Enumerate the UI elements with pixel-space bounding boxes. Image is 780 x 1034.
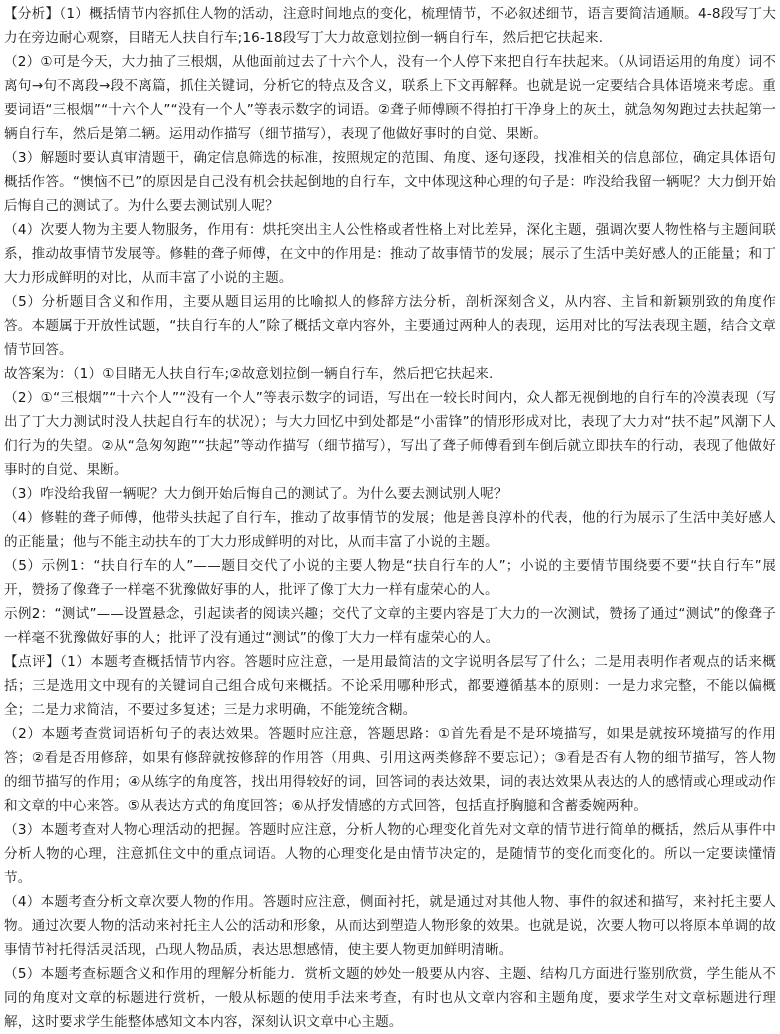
answer-section xyxy=(4,362,776,650)
comment-part-1: 【点评】（1）本题考查概括情节内容。答题时应注意，一是用最简洁的文字说明各层写了什么；二是用表明作者观点的话来概括；三是选用文中现有的关键词自己组合成句来概括。不论采用哪种形式，都要遵循基本的原则：一是力求完整，不能以偏概全；二是力求简洁，不要过多复述；三是力求明确，不能笼统含糊。 xyxy=(4,654,776,718)
comment-part-2: （2）本题考查赏词语析句子的表达效果。答题时应注意，答题思路：①首先看是不是环境描写，如果是就按环境描写的作用答；②看是否用修辞，如果有修辞就按修辞的作用答（用典、引用这两类修辞不要忘记）；③看是否有人物的细节描写，答人物的细节描写的作用；④从练字的角度答，找出用得较好的词，回答词的表达效果，词的表达效果从表达的人的感情或心理或动作和文章的中心来答。⑤从表达方式的角度回答；⑥从抒发情感的方式回答，包括直抒胸臆和含蓄委婉两种。 xyxy=(4,726,776,814)
comment-part-3: （3）本题考查对人物心理活动的把握。答题时应注意，分析人物的心理变化首先对文章的情节进行简单的概括，然后从事件中分析人物的心理，注意抓住文中的重点词语。人物的心理变化是由情节决定的，是随情节的变化而变化的。所以一定要读懂情节。 xyxy=(4,822,776,886)
analysis-part-5: （5）分析题目含义和作用，主要从题目运用的比喻拟人的修辞方法分析，剖析深刻含义，从内容、主旨和新颖别致的角度作答。本题属于开放性试题，“扶自行车的人”除了概括文章内容外，主要通过两种人的表现，运用对比的写法表现主题，结合文章情节回答。 xyxy=(4,294,776,358)
analysis-part-1: 【分析】（1）概括情节内容抓住人物的活动，注意时间地点的变化，梳理情节，不必叙述细节，语言要简洁通顺。4-8段写丁大力在旁边耐心观察，目睹无人扶自行车;16-18段写丁大力故意划拉倒一辆自行车，然后把它扶起来. xyxy=(4,6,776,46)
analysis-part-4: （4）次要人物为主要人物服务，作用有：烘托突出主人公性格或者性格上对比差异，深化主题，强调次要人物性格与主题间联系，推动故事情节发展等。修鞋的聋子师傅，在文中的作用是：推动了故事情节的发展；展示了生活中美好感人的正能量；和丁大力形成鲜明的对比，从而丰富了小说的主题。 xyxy=(4,222,776,286)
analysis-part-2: （2）①可是今天，大力抽了三根烟，从他面前过去了十六个人，没有一个人停下来把自行车扶起来。（从词语运用的角度）词不离句→句不离段→段不离篇，抓住关键词，分析它的特点及含义，联系上下文再解释。也就是说一定要结合具体语境来考虑。重要词语“三根烟”“十六个人”“没有一个人”等表示数字的词语。②聋子师傅顾不得拍打干净身上的灰土，就急匆匆跑过去扶起第一辆自行车，然后是第二辆。运用动作描写（细节描写），表现了他做好事时的自觉、果断。 xyxy=(4,54,776,142)
answer-part-3: （3）咋没给我留一辆呢？大力倒开始后悔自己的测试了。为什么要去测试别人呢？ xyxy=(4,486,508,502)
comment-section xyxy=(4,650,776,1034)
answer-part-4: （4）修鞋的聋子师傅，他带头扶起了自行车，推动了故事情节的发展；他是善良淳朴的代表，他的行为展示了生活中美好感人的正能量；他与不能主动扶车的丁大力形成鲜明的对比，从而丰富了小说的主题。 xyxy=(4,510,776,550)
answer-part-5-example-1: （5）示例1：“扶自行车的人”——题目交代了小说的主要人物是“扶自行车的人”；小说的主要情节围绕要不要“扶自行车”展开，赞扬了像聋子一样毫不犹豫做好事的人，批评了像丁大力一样有虚荣心的人。 xyxy=(4,558,776,598)
comment-part-5: （5）本题考查标题含义和作用的理解分析能力．赏析文题的妙处一般要从内容、主题、结构几方面进行鉴别欣赏，学生能从不同的角度对文章的标题进行赏析，一般从标题的使用手法来考查，有时也从文章内容和主题角度，要求学生对文章标题进行理解，这时要求学生能整体感知文本内容，深刻认识文章中心主题。 xyxy=(4,966,776,1030)
comment-part-4: （4）本题考查分析文章次要人物的作用。答题时应注意，侧面衬托，就是通过对其他人物、事件的叙述和描写，来衬托主要人物。通过次要人物的活动来衬托主人公的活动和形象，从而达到塑造人物形象的效果。也就是说，次要人物可以将原本单调的故事情节衬托得活灵活现，凸现人物品质，表达思想感情，使主要人物更加鲜明清晰。 xyxy=(4,894,776,958)
answer-part-1: 故答案为：（1）①目睹无人扶自行车;②故意划拉倒一辆自行车，然后把它扶起来. xyxy=(4,366,494,382)
answer-part-5-example-2: 示例2：“测试”——设置悬念，引起读者的阅读兴趣；交代了文章的主要内容是丁大力的一次测试，赞扬了通过“测试”的像聋子一样毫不犹豫做好事的人；批评了没有通过“测试”的像丁大力一样有虚荣心的人。 xyxy=(4,606,776,646)
answer-part-2: （2）①“三根烟”“十六个人”“没有一个人”等表示数字的词语，写出在一较长时间内，众人都无视倒地的自行车的冷漠表现（写出了丁大力测试时没人扶起自行车的状况）；与大力回忆中到处都是“小雷锋”的情形形成对比，表现了大力对“扶不起”风潮下人们行为的失望。②从“急匆匆跑”“扶起”等动作描写（细节描写），写出了聋子师傅看到车倒后就立即扶车的行动，表现了他做好事时的自觉、果断。 xyxy=(4,390,776,478)
analysis-section xyxy=(4,2,776,362)
analysis-part-3: （3）解题时要认真审清题干，确定信息筛选的标准，按照规定的范围、角度、逐句逐段，找准相关的信息部位，确定具体语句概括作答。“懊恼不已”的原因是自己没有机会扶起倒地的自行车，文中体现这种心理的句子是：咋没给我留一辆呢？大力倒开始后悔自己的测试了。为什么要去测试别人呢？ xyxy=(4,150,776,214)
